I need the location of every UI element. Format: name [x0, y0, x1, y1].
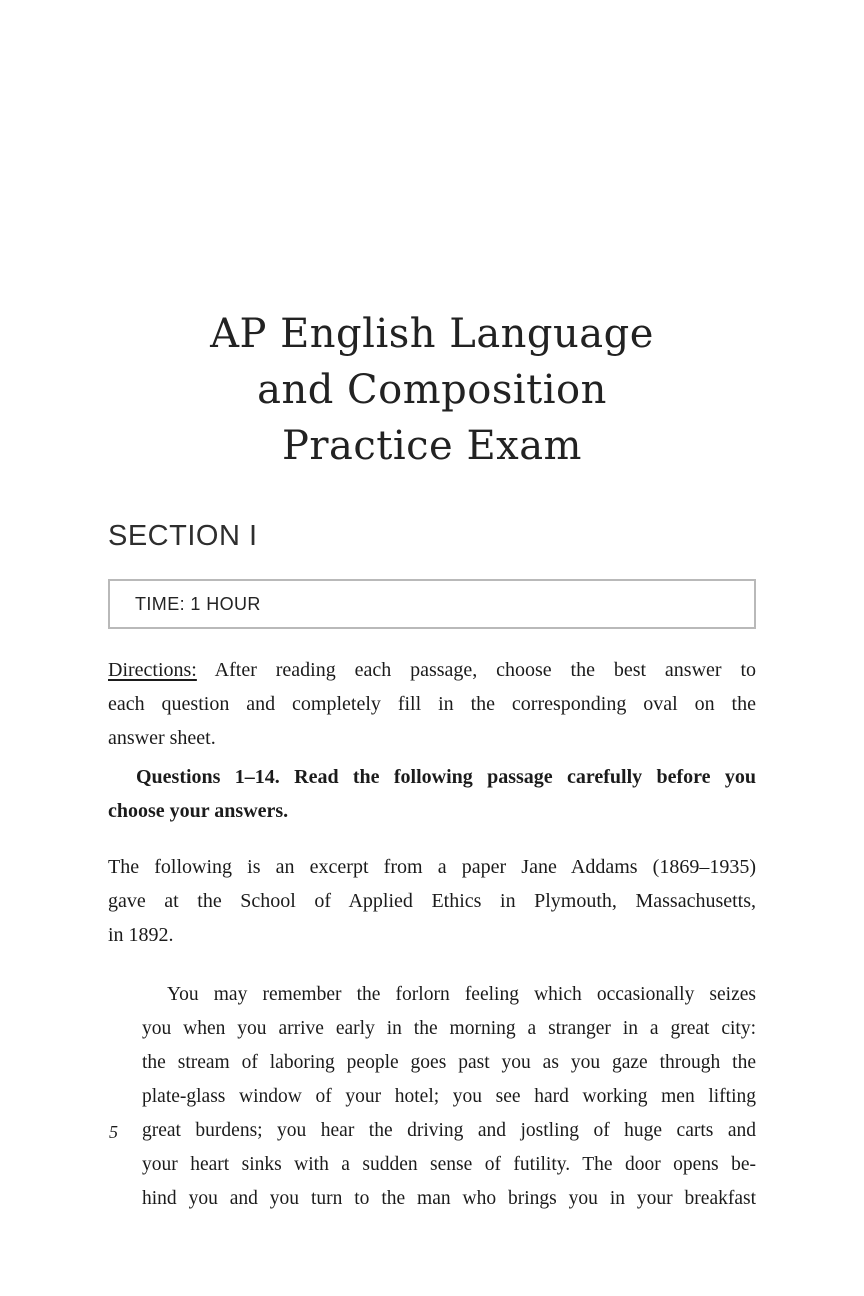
title-line-3: Practice Exam [282, 423, 582, 469]
passage-line [142, 1080, 756, 1114]
title-line-1: AP English Language [210, 311, 654, 357]
directions-label: Directions: [108, 659, 197, 681]
time-label: TIME: 1 HOUR [135, 593, 261, 614]
passage-line-text: plate-glass window of your hotel; you see hard working men lifting [142, 1086, 756, 1107]
passage-line [142, 978, 756, 1012]
line-number-5: 5 [109, 1122, 118, 1142]
passage-line-text: the stream of laboring people goes past you as you gaze through the [142, 1052, 756, 1073]
passage-line [142, 1182, 756, 1216]
directions-line [108, 653, 756, 687]
passage-intro [108, 850, 756, 952]
passage-line-text: you when you arrive early in the morning a stranger in a great city: [142, 1018, 756, 1039]
questions-note-line: Questions 1–14. Read the following passage carefully before you [136, 766, 756, 788]
questions-note-line: choose your answers. [108, 800, 289, 822]
passage-line [142, 1012, 756, 1046]
title-line-2: and Composition [257, 367, 607, 413]
questions-note [108, 760, 756, 828]
section-heading: SECTION I [108, 520, 258, 552]
directions-line: each question and completely fill in the corresponding oval on the [108, 693, 756, 715]
passage-line-text: You may remember the forlorn feeling which occasionally seizes [167, 984, 756, 1005]
passage-intro-line: in 1892. [108, 924, 174, 946]
passage-line [142, 1046, 756, 1080]
passage-intro-line: The following is an excerpt from a paper Jane Addams (1869–1935) [108, 856, 756, 878]
passage-intro-line: gave at the School of Applied Ethics in Plymouth, Massachusetts, [108, 890, 756, 912]
directions-paragraph [108, 653, 756, 755]
time-box [108, 579, 756, 629]
passage-line [109, 1114, 756, 1148]
passage-line-text: your heart sinks with a sudden sense of futility. The door opens be- [142, 1154, 756, 1175]
directions-line: answer sheet. [108, 727, 216, 749]
page-title [108, 306, 756, 474]
passage-line-text: great burdens; you hear the driving and jostling of huge carts and [142, 1120, 756, 1141]
passage [109, 978, 756, 1216]
directions-line-text: After reading each passage, choose the best answer to [214, 659, 756, 681]
passage-line [142, 1148, 756, 1182]
passage-line-text: hind you and you turn to the man who brings you in your breakfast [142, 1188, 756, 1209]
